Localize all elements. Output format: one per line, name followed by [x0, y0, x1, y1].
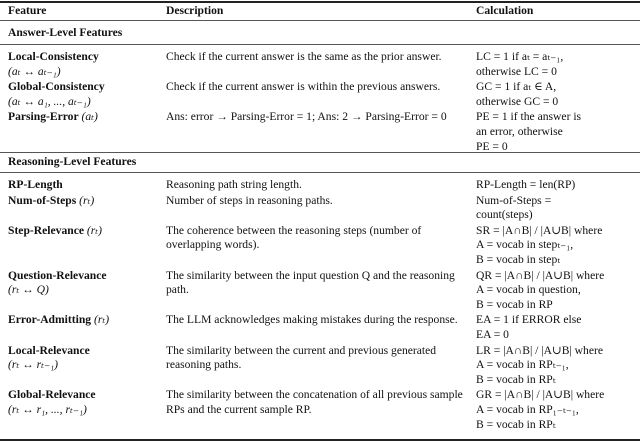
feature-name: Num-of-Steps — [8, 193, 77, 207]
calculation-line: an error, otherwise — [476, 125, 563, 138]
bottom-rule — [0, 439, 640, 441]
calculation-line: A = vocab in RPₜ₋₁, — [476, 358, 569, 372]
description-line: overlapping words). — [166, 238, 260, 252]
feature-arg: (rₜ) — [83, 223, 102, 237]
feature-subscript: (aₜ ↔ a₁, ..., aₜ₋₁) — [8, 94, 91, 108]
feature-subscript: (aₜ ↔ aₜ₋₁) — [8, 64, 61, 78]
description-line: Check if the current answer is the same as the prior answer. — [166, 50, 442, 63]
description-line: Number of steps in reasoning paths. — [166, 193, 333, 207]
feature-subscript: (rₜ ↔ Q) — [8, 283, 49, 297]
description-line: RPs and the current sample RP. — [166, 403, 312, 416]
feature-name: Question-Relevance — [8, 268, 107, 282]
feature-name: Step-Relevance — [8, 223, 84, 237]
description-line: The similarity between the concatenation of all previous sample — [166, 388, 463, 402]
feature-subscript: (rₜ ↔ rₜ₋₁) — [8, 358, 59, 372]
header-feature: Feature — [8, 4, 47, 17]
description-line: The similarity between the current and previous generated — [166, 343, 437, 357]
description-line: path. — [166, 283, 189, 297]
calculation-line: B = vocab in RPₜ — [476, 372, 556, 386]
calculation-line: B = vocab in stepₜ — [476, 253, 561, 266]
calculation-line: SR = |A∩B| / |A∪B| where — [476, 223, 603, 237]
feature-name-cell — [8, 194, 94, 209]
header-calculation: Calculation — [476, 4, 534, 17]
feature-name: Parsing-Error — [8, 110, 79, 124]
description-line: Ans: error → Parsing-Error = 1; Ans: 2 → Parsing-Error = 0 — [166, 110, 447, 124]
feature-name: RP-Length — [8, 178, 63, 191]
feature-name-cell — [8, 344, 90, 359]
feature-name: Local-Consistency — [8, 50, 99, 63]
section-rule — [0, 152, 640, 153]
calculation-line: RP-Length = len(RP) — [476, 178, 576, 191]
section-title: Answer-Level Features — [8, 26, 123, 39]
calculation-line: A = vocab in question, — [476, 283, 581, 297]
section-title-rule — [0, 172, 640, 173]
section-title-rule — [0, 44, 640, 45]
calculation-line: QR = |A∩B| / |A∪B| where — [476, 268, 605, 282]
description-line: The similarity between the input question Q and the reasoning — [166, 268, 455, 282]
calculation-line: otherwise LC = 0 — [476, 64, 557, 78]
feature-subscript: (rₜ ↔ r₁, ..., rₜ₋₁) — [8, 403, 87, 416]
feature-name-cell — [8, 313, 109, 328]
description-line: Check if the current answer is within the previous answers. — [166, 80, 441, 94]
calculation-line: PE = 0 — [476, 139, 508, 153]
calculation-line: Num-of-Steps = — [476, 193, 552, 207]
feature-name-cell — [8, 110, 98, 125]
feature-name-cell — [8, 178, 63, 193]
calculation-line: otherwise GC = 0 — [476, 94, 559, 108]
feature-name: Global-Consistency — [8, 80, 105, 94]
section-title: Reasoning-Level Features — [8, 155, 137, 168]
feature-name: Global-Relevance — [8, 388, 96, 402]
calculation-line: B = vocab in RPₜ — [476, 417, 556, 431]
calculation-line: EA = 0 — [476, 328, 509, 341]
calculation-line: A = vocab in stepₜ₋₁, — [476, 238, 574, 252]
feature-name: Local-Relevance — [8, 343, 90, 357]
feature-name-cell — [8, 50, 99, 65]
calculation-line: GC = 1 if aₜ ∈ A, — [476, 80, 557, 94]
feature-arg: (rₜ) — [91, 313, 110, 327]
header-description: Description — [166, 4, 224, 17]
feature-arg: (aₜ) — [78, 110, 98, 124]
top-rule — [0, 1, 640, 3]
feature-name-cell — [8, 224, 102, 239]
description-line: Reasoning path string length. — [166, 178, 302, 191]
description-line: reasoning paths. — [166, 358, 242, 372]
calculation-line: B = vocab in RP — [476, 297, 553, 311]
calculation-line: LR = |A∩B| / |A∪B| where — [476, 343, 603, 357]
calculation-line: GR = |A∩B| / |A∪B| where — [476, 388, 605, 402]
calculation-line: PE = 1 if the answer is — [476, 110, 582, 124]
calculation-line: LC = 1 if aₜ = aₜ₋₁, — [476, 50, 564, 63]
header-rule — [0, 20, 640, 21]
description-line: The coherence between the reasoning steps (number of — [166, 223, 422, 237]
calculation-line: A = vocab in RP₁₋ₜ₋₁, — [476, 403, 579, 416]
description-line: The LLM acknowledges making mistakes during the response. — [166, 313, 458, 327]
calculation-line: EA = 1 if ERROR else — [476, 313, 582, 327]
feature-name-cell — [8, 80, 105, 95]
feature-name-cell — [8, 269, 107, 284]
feature-arg: (rₜ) — [76, 193, 95, 207]
feature-name-cell — [8, 388, 96, 403]
feature-name: Error-Admitting — [8, 313, 92, 327]
calculation-line: count(steps) — [476, 208, 533, 222]
